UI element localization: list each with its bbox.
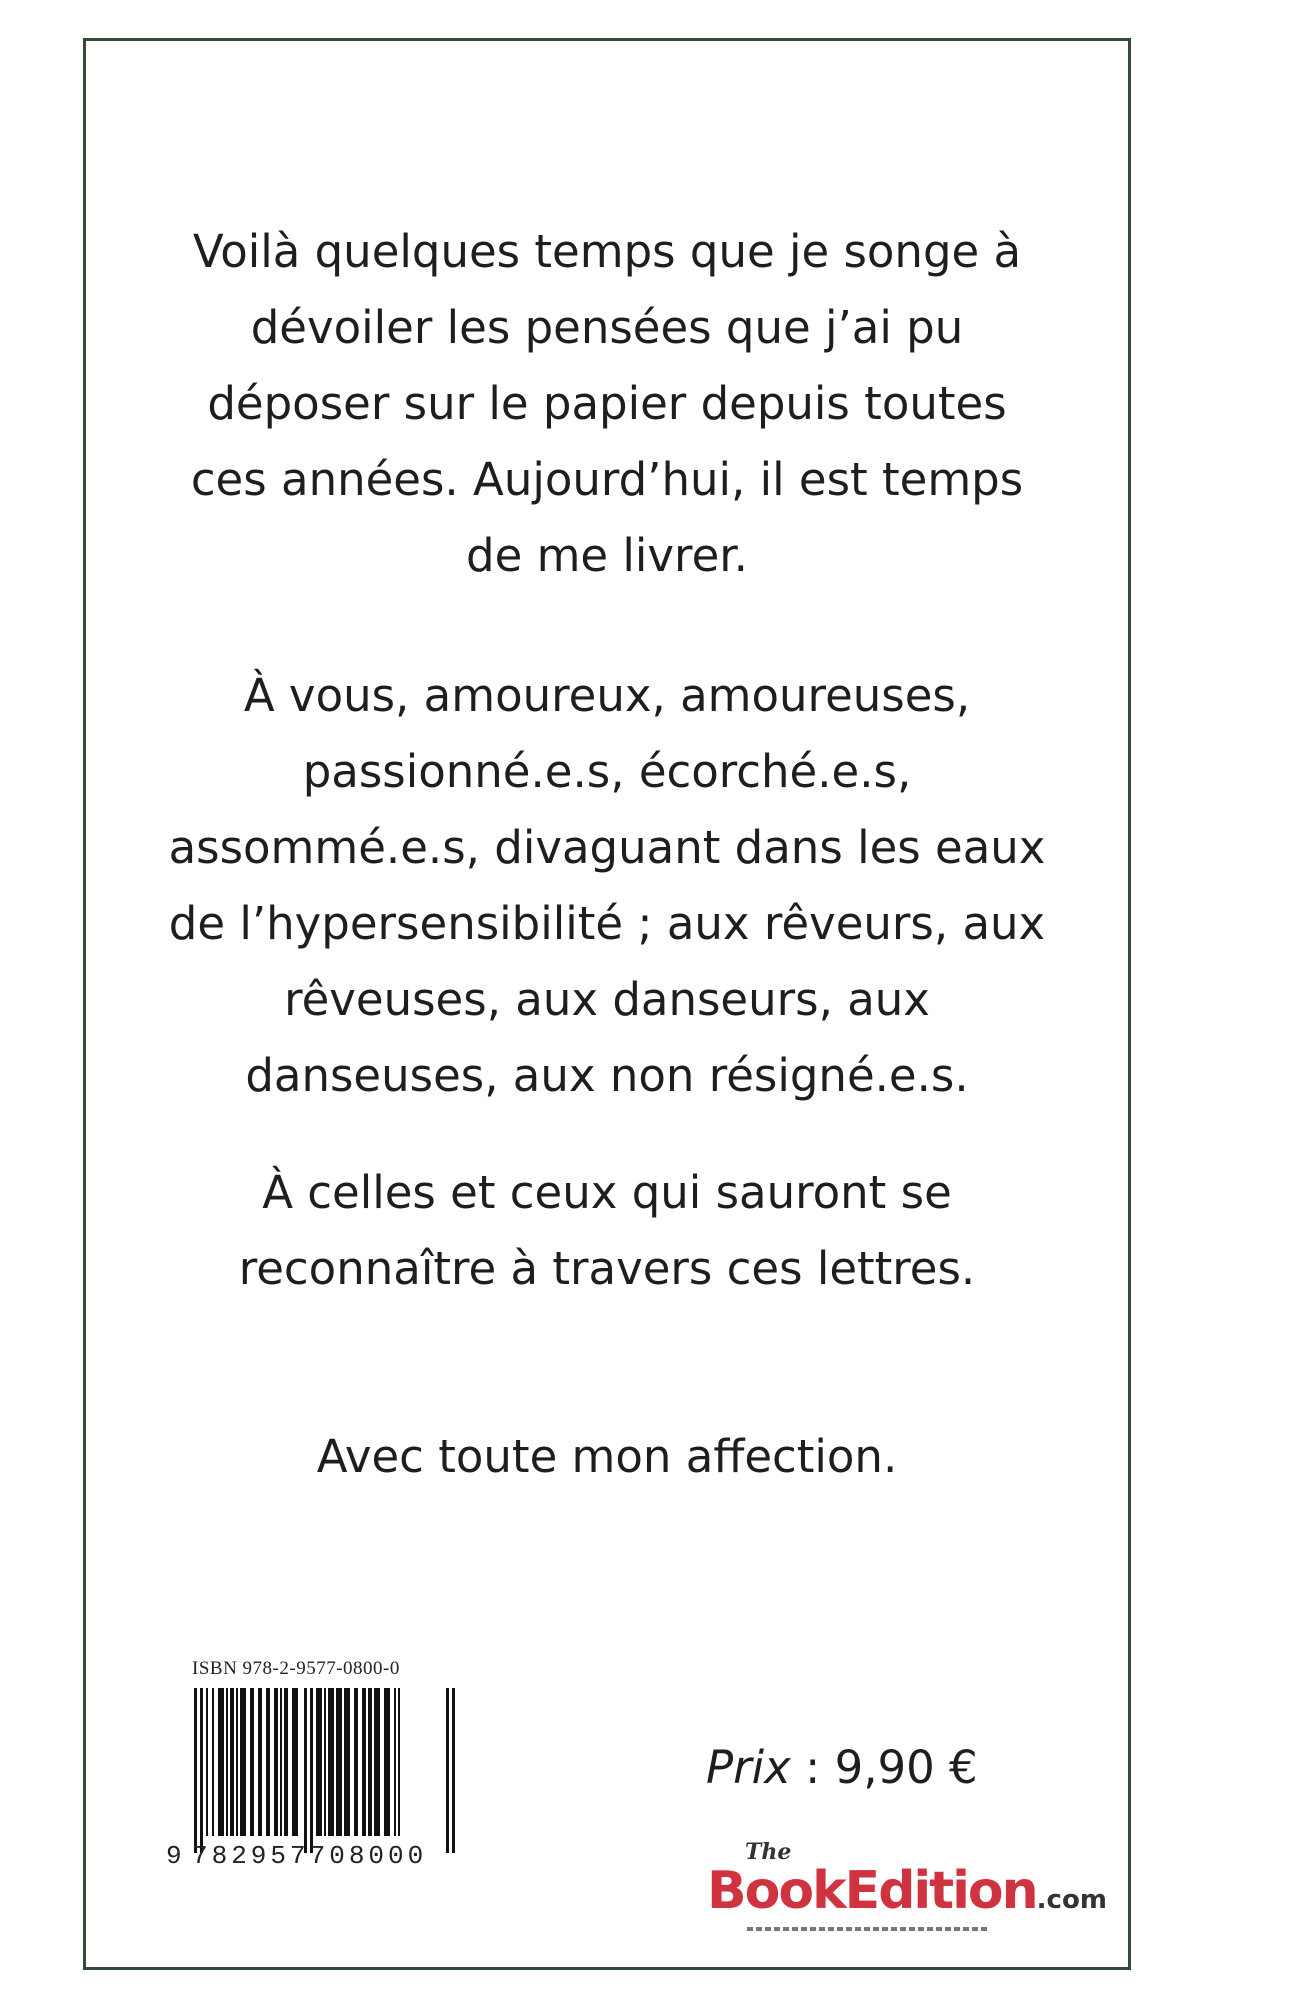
barcode-bar [362,1688,366,1836]
logo-tagline [747,1927,987,1931]
barcode-bar [316,1688,322,1836]
barcode-bar [230,1688,234,1836]
barcode-digits-rest: 782957708000 [192,1841,428,1871]
blurb-paragraph-3: À celles et ceux qui sauront se reconnaître à travers ces lettres. [238,1166,976,1295]
isbn-label: ISBN 978-2-9577-0800-0 [192,1658,400,1679]
barcode-bar [384,1688,390,1836]
barcode-guard-bar [446,1688,449,1853]
barcode-bar [206,1688,208,1836]
barcode-bar [258,1688,262,1836]
barcode-bar [240,1688,246,1836]
barcode-bar [394,1688,396,1836]
logo-wordmark [707,1861,1107,1921]
barcode-bar [374,1688,380,1836]
price-label: Prix [706,1741,791,1794]
barcode-bar [284,1688,288,1836]
barcode-bars [192,1688,464,1853]
barcode-bar [328,1688,334,1836]
barcode-bar [354,1688,358,1836]
barcode-guard-bar [452,1688,455,1853]
barcode-bar [344,1688,350,1836]
barcode-guard-bar [304,1688,307,1853]
barcode-bar [324,1688,326,1836]
barcode-bar [218,1688,224,1836]
logo-suffix: .com [1036,1885,1107,1915]
barcode-guard-bar [200,1688,203,1853]
barcode-bar [292,1688,298,1836]
barcode-bar [212,1688,214,1836]
blurb-paragraph-1: Voilà quelques temps que je songe à dévoiler les pensées que j’ai pu déposer sur le papier depuis toutes ces années. Aujourd’hui, il est temps de me livrer. [190,225,1024,582]
publisher-logo [707,1839,1107,1939]
book-back-cover [83,38,1131,1970]
barcode-bar [280,1688,282,1836]
barcode-guard-bar [194,1688,197,1853]
barcode-bar [398,1688,400,1836]
price-value: 9,90 € [834,1741,978,1794]
blurb-closing: Avec toute mon affection. [316,1430,898,1483]
barcode-bar [368,1688,372,1836]
price-separator: : [790,1741,835,1794]
barcode-bar [274,1688,278,1836]
barcode-bar [250,1688,254,1836]
barcode-bar [336,1688,342,1836]
barcode-bar [226,1688,228,1836]
logo-the: The [745,1839,792,1865]
isbn-barcode [164,1658,524,1888]
price [706,1741,978,1794]
barcode-bar [266,1688,270,1836]
blurb-paragraph-2: À vous, amoureux, amoureuses, passionné.e.s, écorché.e.s, assommé.e.s, divaguant dans les eaux de l’hypersensibilité ; aux rêveurs, aux rêveuses, aux danseurs, aux danseuses, aux non résigné.e.s. [168,669,1046,1102]
barcode-bar [236,1688,238,1836]
barcode-guard-bar [310,1688,313,1853]
barcode-digit-first: 9 [166,1841,186,1871]
logo-name: BookEdition [707,1861,1037,1921]
